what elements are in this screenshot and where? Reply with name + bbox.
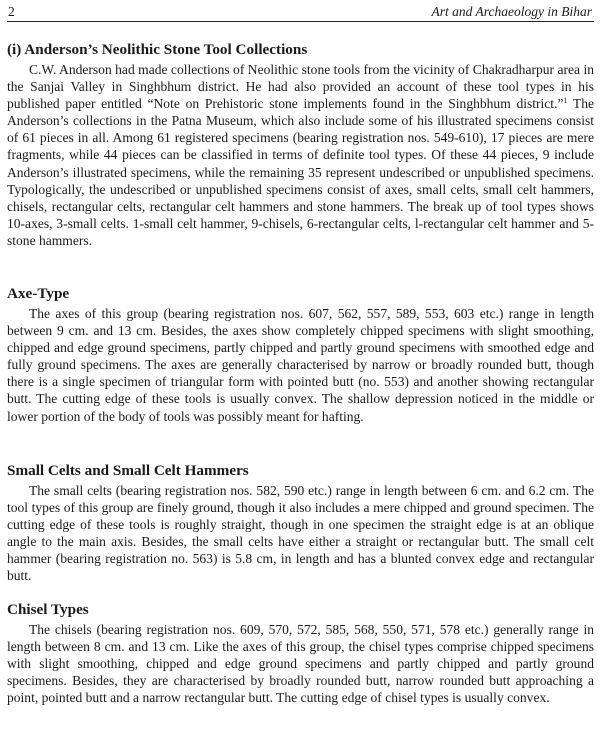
paragraph-text-part-2: The Anderson’s collections in the Patna Museum, which also include some of his illustrated specimens consist of 61 pieces in all. Among 61 registered specimens (bearing registration nos. 549-610), 17 pieces are mere fragments, while 44 pieces can be classified in terms of definite tool types. Of these 44 pieces, 9 include Anderson’s illustrated specimens, while the remaining 35 represent undescribed or unpublished specimens. Typologically, the undescribed or unpublished specimens consist of axes, small celts, small celt hammers, chisels, rectangular celts, rectangular celt hammers and stone hammers. The break up of tool types shows 10-axes, 3-small celts. 1-small celt hammer, 9-chisels, 6-rectangular celts, l-rectangular celt hammer and 5-stone hammers. bbox=[7, 96, 594, 248]
page-number: 2 bbox=[8, 4, 15, 19]
section-heading: (i) Anderson’s Neolithic Stone Tool Collections bbox=[7, 41, 308, 58]
section-paragraph: The axes of this group (bearing registration nos. 607, 562, 557, 589, 553, 603 etc.) range in length between 9 cm. and 13 cm. Besides, the axes show completely chipped specimens with slight smoothing, chipped and edge ground specimens, partly chipped and partly ground specimens with smoothed edge and fully ground specimens. The axes are generally characterised by narrow or broadly rounded butt, though there is a single specimen of triangular form with pointed butt (no. 553) and another showing rectangular butt. The cutting edge of these tools is usually convex. The shallow depression noticed in the middle or lower portion of the body of tools was possibly meant for hafting. bbox=[7, 306, 594, 424]
section-heading: Chisel Types bbox=[7, 601, 89, 618]
section-heading: Small Celts and Small Celt Hammers bbox=[7, 462, 249, 479]
section-anderson-collections bbox=[7, 40, 594, 249]
section-paragraph bbox=[7, 61, 594, 249]
running-title: Art and Archaeology in Bihar bbox=[431, 4, 592, 19]
section-paragraph: The chisels (bearing registration nos. 609, 570, 572, 585, 568, 550, 571, 578 etc.) generally range in length between 8 cm. and 13 cm. Like the axes of this group, the chisel types comprise chipped specimens with slight smoothing, chipped and edge ground specimens and partly chipped and partly ground specimens. Besides, they are characterised by broadly rounded butt, narrow rounded butt approaching a point, pointed butt and a narrow rectangular butt. The cutting edge of chisel types is usually convex. bbox=[7, 622, 594, 706]
section-heading: Axe-Type bbox=[7, 285, 70, 302]
section-paragraph: The small celts (bearing registration nos. 582, 590 etc.) range in length between 6 cm. and 6.2 cm. The tool types of this group are finely ground, though it also includes a mere chipped and ground specimen. The cutting edge of these tools is roughly straight, though in one specimen the straight edge is at an oblique angle to the main axis. Besides, the small celts have either a straight or rectangular butt. The small celt hammer (bearing registration no. 563) is 5.8 cm, in length and has a blunted convex edge and rectangular butt. bbox=[7, 483, 594, 584]
section-small-celts bbox=[7, 461, 594, 585]
footnote-reference: 1 bbox=[563, 96, 568, 106]
running-header bbox=[7, 0, 594, 22]
paragraph-text-part-1: C.W. Anderson had made collections of Neolithic stone tools from the vicinity of Chakradharpur area in the Sanjai Valley in Singhbhum district. He had also provided an account of these tool types in his published paper entitled “Note on Prehistoric stone implements found in the Singhbhum district.” bbox=[7, 62, 594, 112]
section-axe-type bbox=[7, 284, 594, 425]
section-chisel-types bbox=[7, 600, 594, 706]
